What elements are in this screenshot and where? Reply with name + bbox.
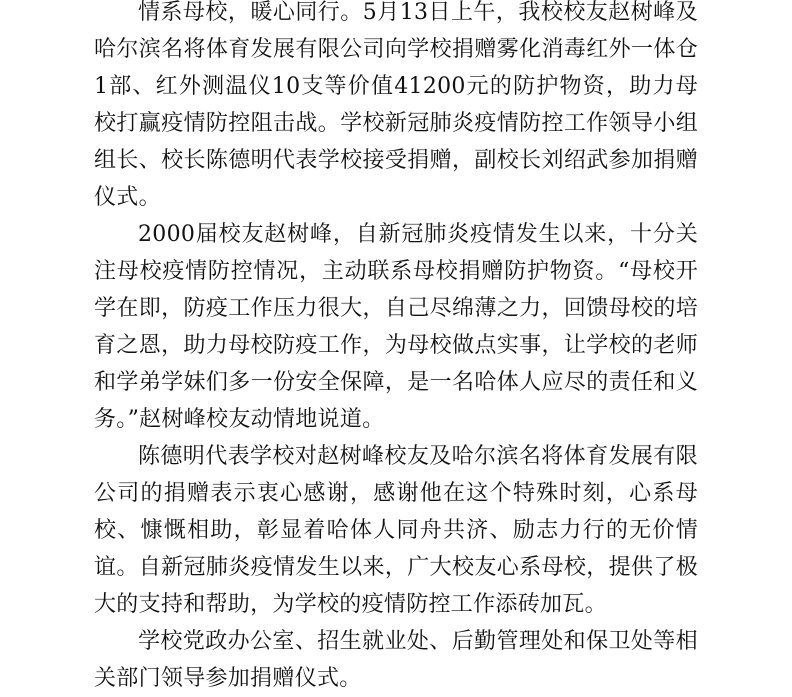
article-body bbox=[94, 0, 698, 697]
paragraph-alumnus-quote: 2000届校友赵树峰，自新冠肺炎疫情发生以来，十分关注母校疫情防控情况，主动联系母校捐赠防护物资。“母校开学在即，防疫工作压力很大，自己尽绵薄之力，回馈母校的培育之恩，助力母校防疫工作，为母校做点实事，让学校的老师和学弟学妹们多一份安全保障，是一名哈体人应尽的责任和义务。”赵树峰校友动情地说道。 bbox=[94, 222, 698, 432]
paragraph-donation-event: 情系母校，暖心同行。5月13日上午，我校校友赵树峰及哈尔滨名将体育发展有限公司向学校捐赠雾化消毒红外一体仓1部、红外测温仪10支等价值41200元的防护物资，助力母校打赢疫情防控阻击战。学校新冠肺炎疫情防控工作领导小组组长、校长陈德明代表学校接受捐赠，副校长刘绍武参加捐赠仪式。 bbox=[94, 0, 698, 210]
paragraph-attendees: 学校党政办公室、招生就业处、后勤管理处和保卫处等相关部门领导参加捐赠仪式。 bbox=[94, 629, 698, 691]
paragraph-thanks: 陈德明代表学校对赵树峰校友及哈尔滨名将体育发展有限公司的捐赠表示衷心感谢，感谢他在这个特殊时刻，心系母校、慷慨相助，彰显着哈体人同舟共济、励志力行的无价情谊。自新冠肺炎疫情发生以来，广大校友心系母校，提供了极大的支持和帮助，为学校的疫情防控工作添砖加瓦。 bbox=[94, 444, 698, 617]
